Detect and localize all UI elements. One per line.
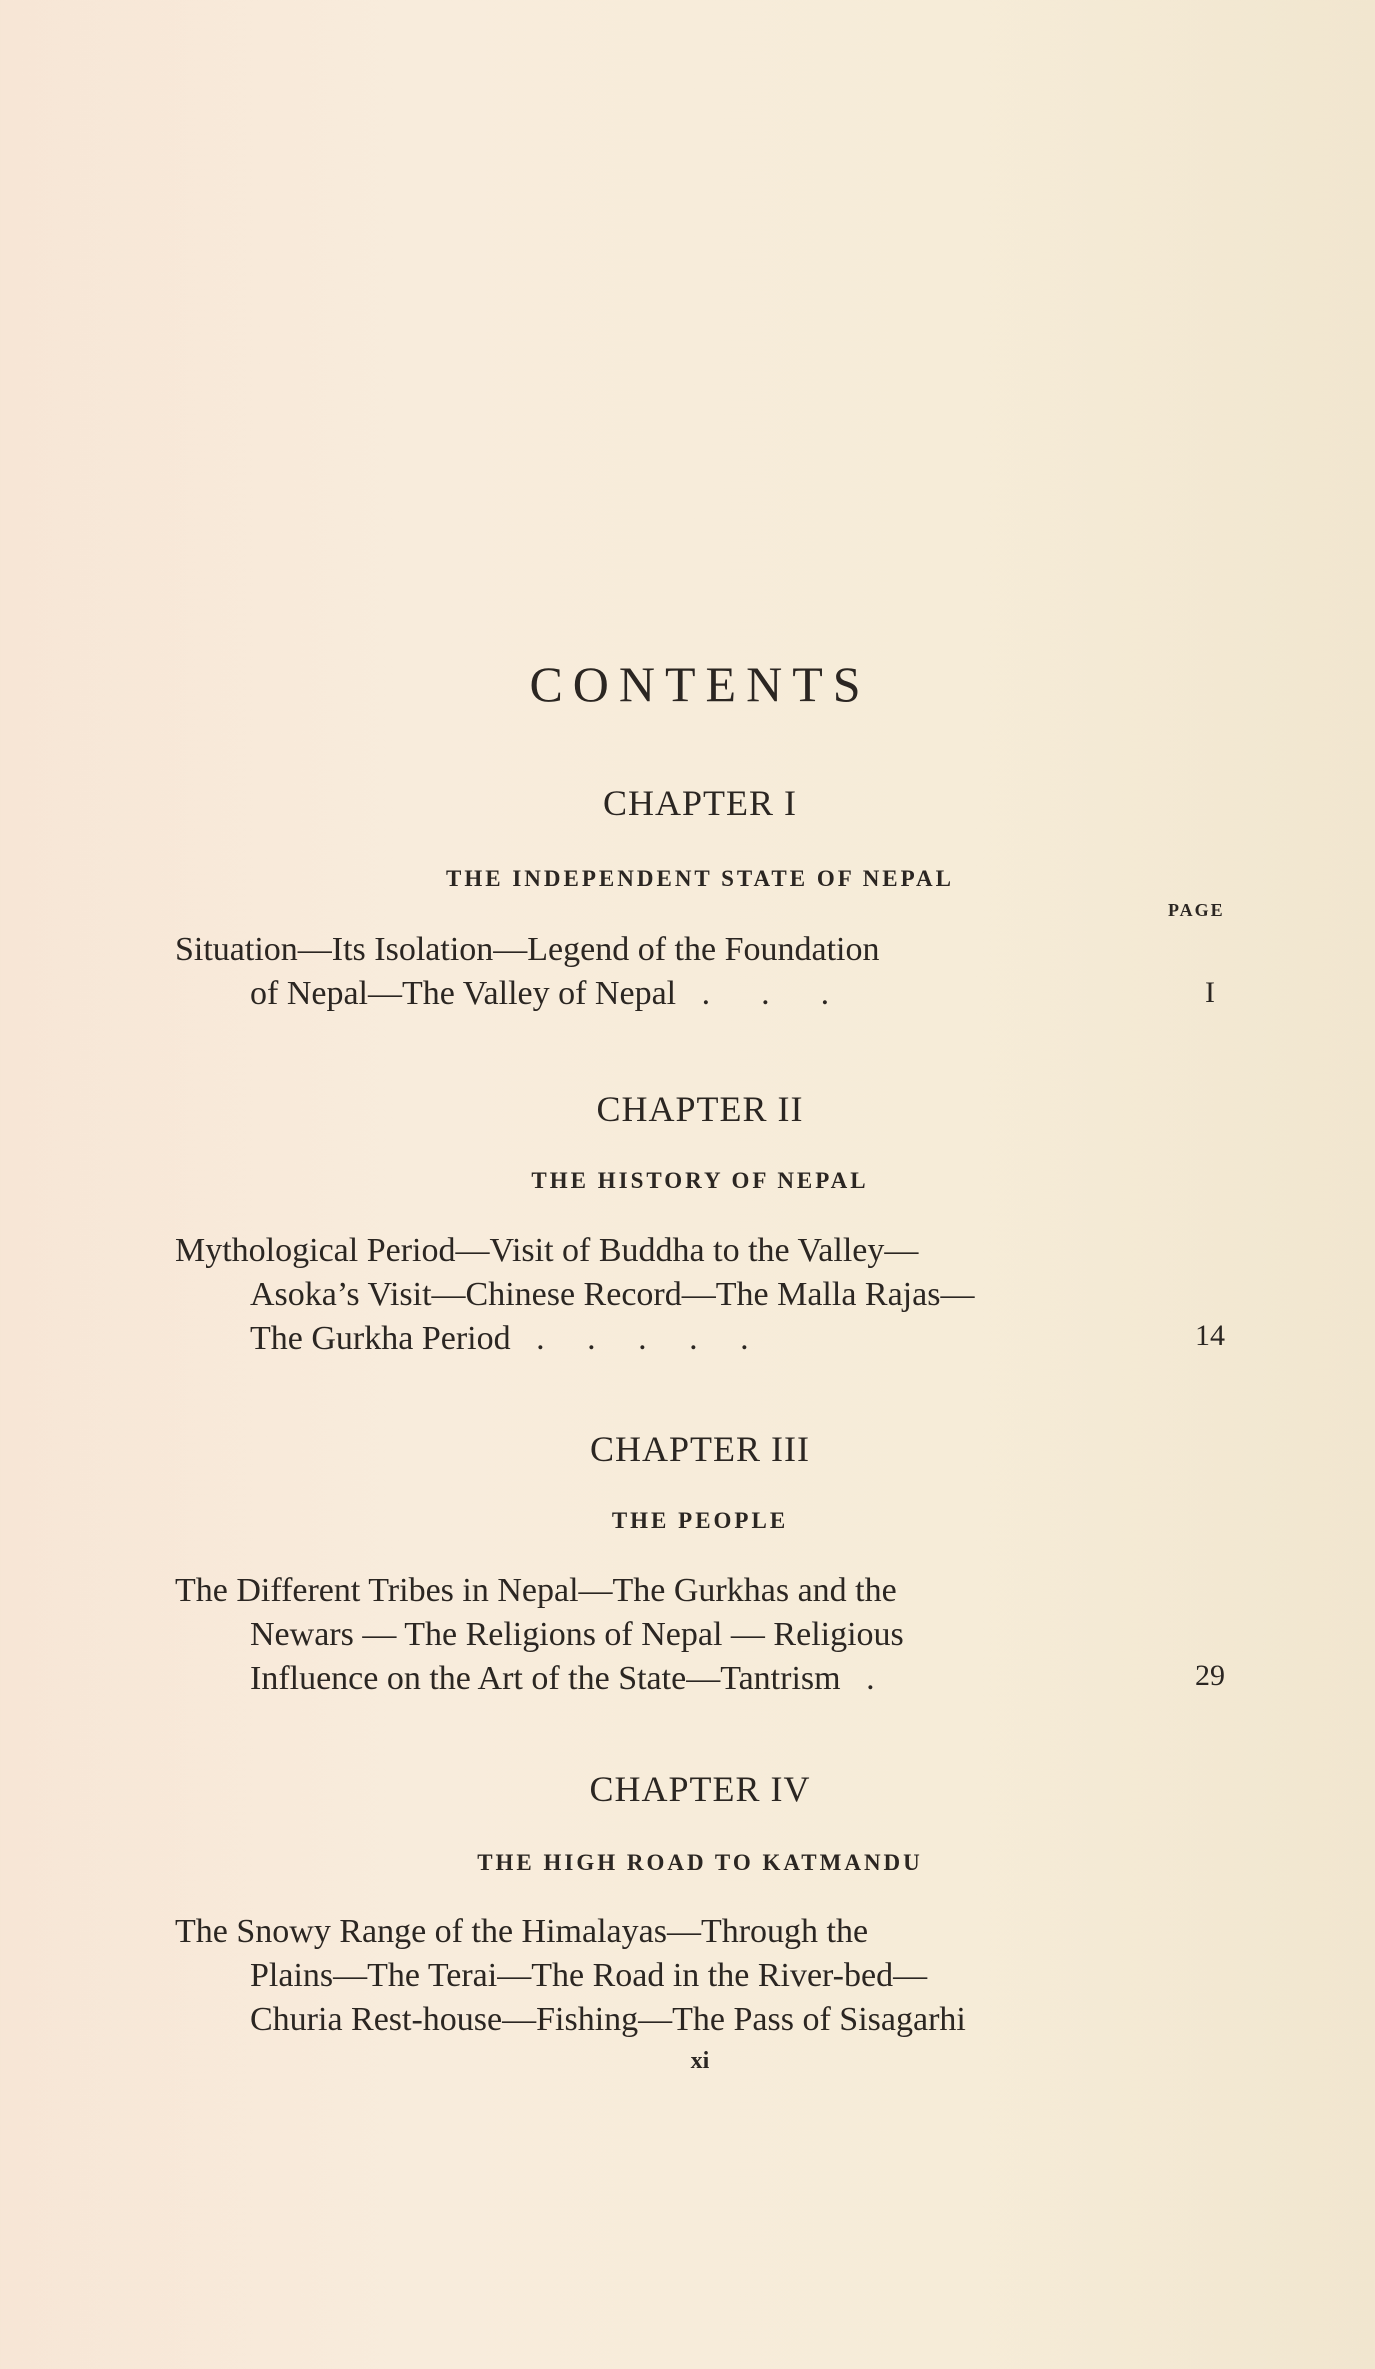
chapter-1-page: I [1205, 976, 1215, 1009]
chapter-4-summary [175, 1910, 1175, 2042]
chapter-1-line-1: Situation—Its Isolation—Legend of the Foundation [175, 931, 880, 968]
chapter-3-summary [175, 1569, 1175, 1701]
chapter-2-line-2: Asoka’s Visit—Chinese Record—The Malla Rajas— [250, 1276, 975, 1313]
chapter-3-heading: CHAPTER III [590, 1429, 810, 1469]
contents-title: CONTENTS [529, 656, 871, 712]
chapter-1-summary [175, 928, 1175, 1016]
chapter-3-page: 29 [1195, 1659, 1225, 1692]
chapter-4-line-3: Churia Rest-house—Fishing—The Pass of Sisagarhi [250, 2001, 966, 2038]
chapter-3-line-1: The Different Tribes in Nepal—The Gurkhas and the [175, 1572, 897, 1609]
chapter-2-subtitle: THE HISTORY OF NEPAL [531, 1168, 869, 1193]
chapter-2-summary [175, 1229, 1175, 1361]
chapter-2-page: 14 [1195, 1319, 1225, 1352]
chapter-3-line-2: Newars — The Religions of Nepal — Religious [250, 1616, 904, 1653]
chapter-1-subtitle: THE INDEPENDENT STATE OF NEPAL [446, 866, 954, 891]
chapter-1-line-2: of Nepal—The Valley of Nepal . . . [250, 975, 830, 1012]
chapter-2-heading: CHAPTER II [596, 1089, 804, 1129]
chapter-4-heading: CHAPTER IV [589, 1769, 811, 1809]
chapter-3-subtitle: THE PEOPLE [611, 1508, 789, 1533]
chapter-3-line-3: Influence on the Art of the State—Tantrism . [250, 1660, 875, 1697]
chapter-2-line-1: Mythological Period—Visit of Buddha to the Valley— [175, 1232, 919, 1269]
chapter-2-line-3: The Gurkha Period . . . . . [250, 1320, 749, 1357]
page-column-label: PAGE [1168, 900, 1225, 920]
chapter-4-subtitle: THE HIGH ROAD TO KATMANDU [477, 1850, 923, 1875]
chapter-4-line-1: The Snowy Range of the Himalayas—Through the [175, 1913, 869, 1950]
chapter-1-heading: CHAPTER I [602, 783, 797, 823]
page-folio: xi [690, 2048, 710, 2074]
chapter-4-line-2: Plains—The Terai—The Road in the River-bed— [250, 1957, 928, 1994]
